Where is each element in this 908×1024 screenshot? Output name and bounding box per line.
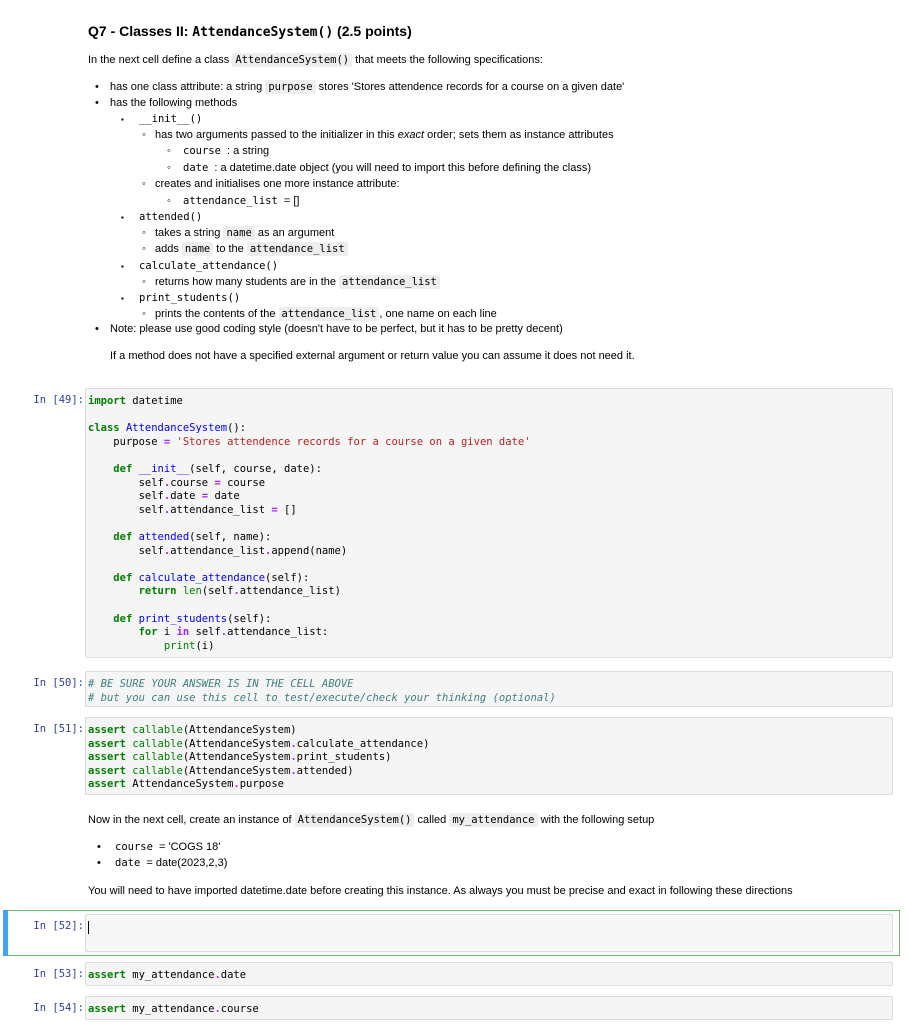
text-cursor [88, 921, 89, 934]
init-more: ◦ creates and initialises one more instance attribute: [155, 177, 400, 192]
method-calc: ▪ calculate_attendance() [136, 259, 281, 274]
note-coding-style: • Note: please use good coding style (doesn't have to be perfect, but it has to be pretty decent) [110, 322, 563, 337]
code-cell-52-input[interactable] [85, 914, 893, 952]
code-cell-53[interactable]: assert my_attendance.date [85, 962, 893, 986]
cell-prompt-54: In [54]: [33, 1002, 84, 1014]
print-desc: ◦ prints the contents of the attendance_list , one name on each line [155, 307, 497, 322]
intro-text: In the next cell define a class AttendanceSystem() that meets the following specifications: [88, 54, 543, 66]
question-title: Q7 - Classes II: AttendanceSystem() (2.5 points) [88, 23, 412, 40]
init-desc: ◦ has two arguments passed to the initializer in this exact order; sets them as instance attributes [155, 128, 614, 143]
method-print: ▪ print_students() [136, 291, 243, 306]
comment-line: # BE SURE YOUR ANSWER IS IN THE CELL ABOVE [88, 678, 354, 690]
setup-course: • course = 'COGS 18' [112, 840, 220, 855]
attended-desc1: ◦ takes a string name as an argument [155, 226, 334, 241]
comment-line: # but you can use this cell to test/execute/check your thinking (optional) [88, 691, 556, 704]
init-list: ◦ attendance_list = [] [180, 194, 299, 209]
attended-desc2: ◦ adds name to the attendance_list [155, 242, 348, 257]
init-course: ◦ course : a string [180, 144, 269, 159]
code-cell-50[interactable] [85, 671, 893, 707]
cell-prompt-50: In [50]: [33, 677, 84, 689]
code-cell-49[interactable]: import datetime class AttendanceSystem(): purpose = 'Stores attendence records for a course on a given date' def __init__(self, course, date): self.course = course self.date = date self.attendance_list = [] def attended(self, name): self.attendance_list.append(name) def calculate_attendance(self): return len(self.attendance_list) def print_students(self): for i in self.attendance_list: print(i) [85, 388, 893, 658]
cell-prompt-52: In [52]: [33, 920, 84, 932]
import-note: You will need to have imported datetime.date before creating this instance. As always you must be precise and exact in following these directions [88, 885, 793, 897]
spec-methods: • has the following methods [110, 96, 237, 111]
code-cell-51[interactable]: assert callable(AttendanceSystem) assert callable(AttendanceSystem.calculate_attendance) assert callable(AttendanceSystem.print_students) assert callable(AttendanceSystem.attended) assert AttendanceSystem.purpose [85, 717, 893, 795]
cell-prompt-53: In [53]: [33, 968, 84, 980]
method-init: ▪ __init__() [136, 112, 205, 127]
method-note: If a method does not have a specified external argument or return value you can assume it does not need it. [110, 350, 635, 362]
setup-date: • date = date(2023,2,3) [112, 856, 227, 871]
method-attended: ▪ attended() [136, 210, 205, 225]
calc-desc: ◦ returns how many students are in the attendance_list [155, 275, 440, 290]
code-cell-54[interactable]: assert my_attendance.course [85, 996, 893, 1020]
title-code: AttendanceSystem() [192, 25, 334, 40]
spec-class-attribute: • has one class attribute: a string purpose stores 'Stores attendence records for a course on a given date' [110, 80, 624, 95]
cell-prompt-49: In [49]: [33, 394, 84, 406]
instance-instructions: Now in the next cell, create an instance of AttendanceSystem() called my_attendance with the following setup [88, 814, 655, 826]
init-date: ◦ date : a datetime.date object (you will need to import this before defining the class) [180, 161, 591, 176]
cell-prompt-51: In [51]: [33, 723, 84, 735]
